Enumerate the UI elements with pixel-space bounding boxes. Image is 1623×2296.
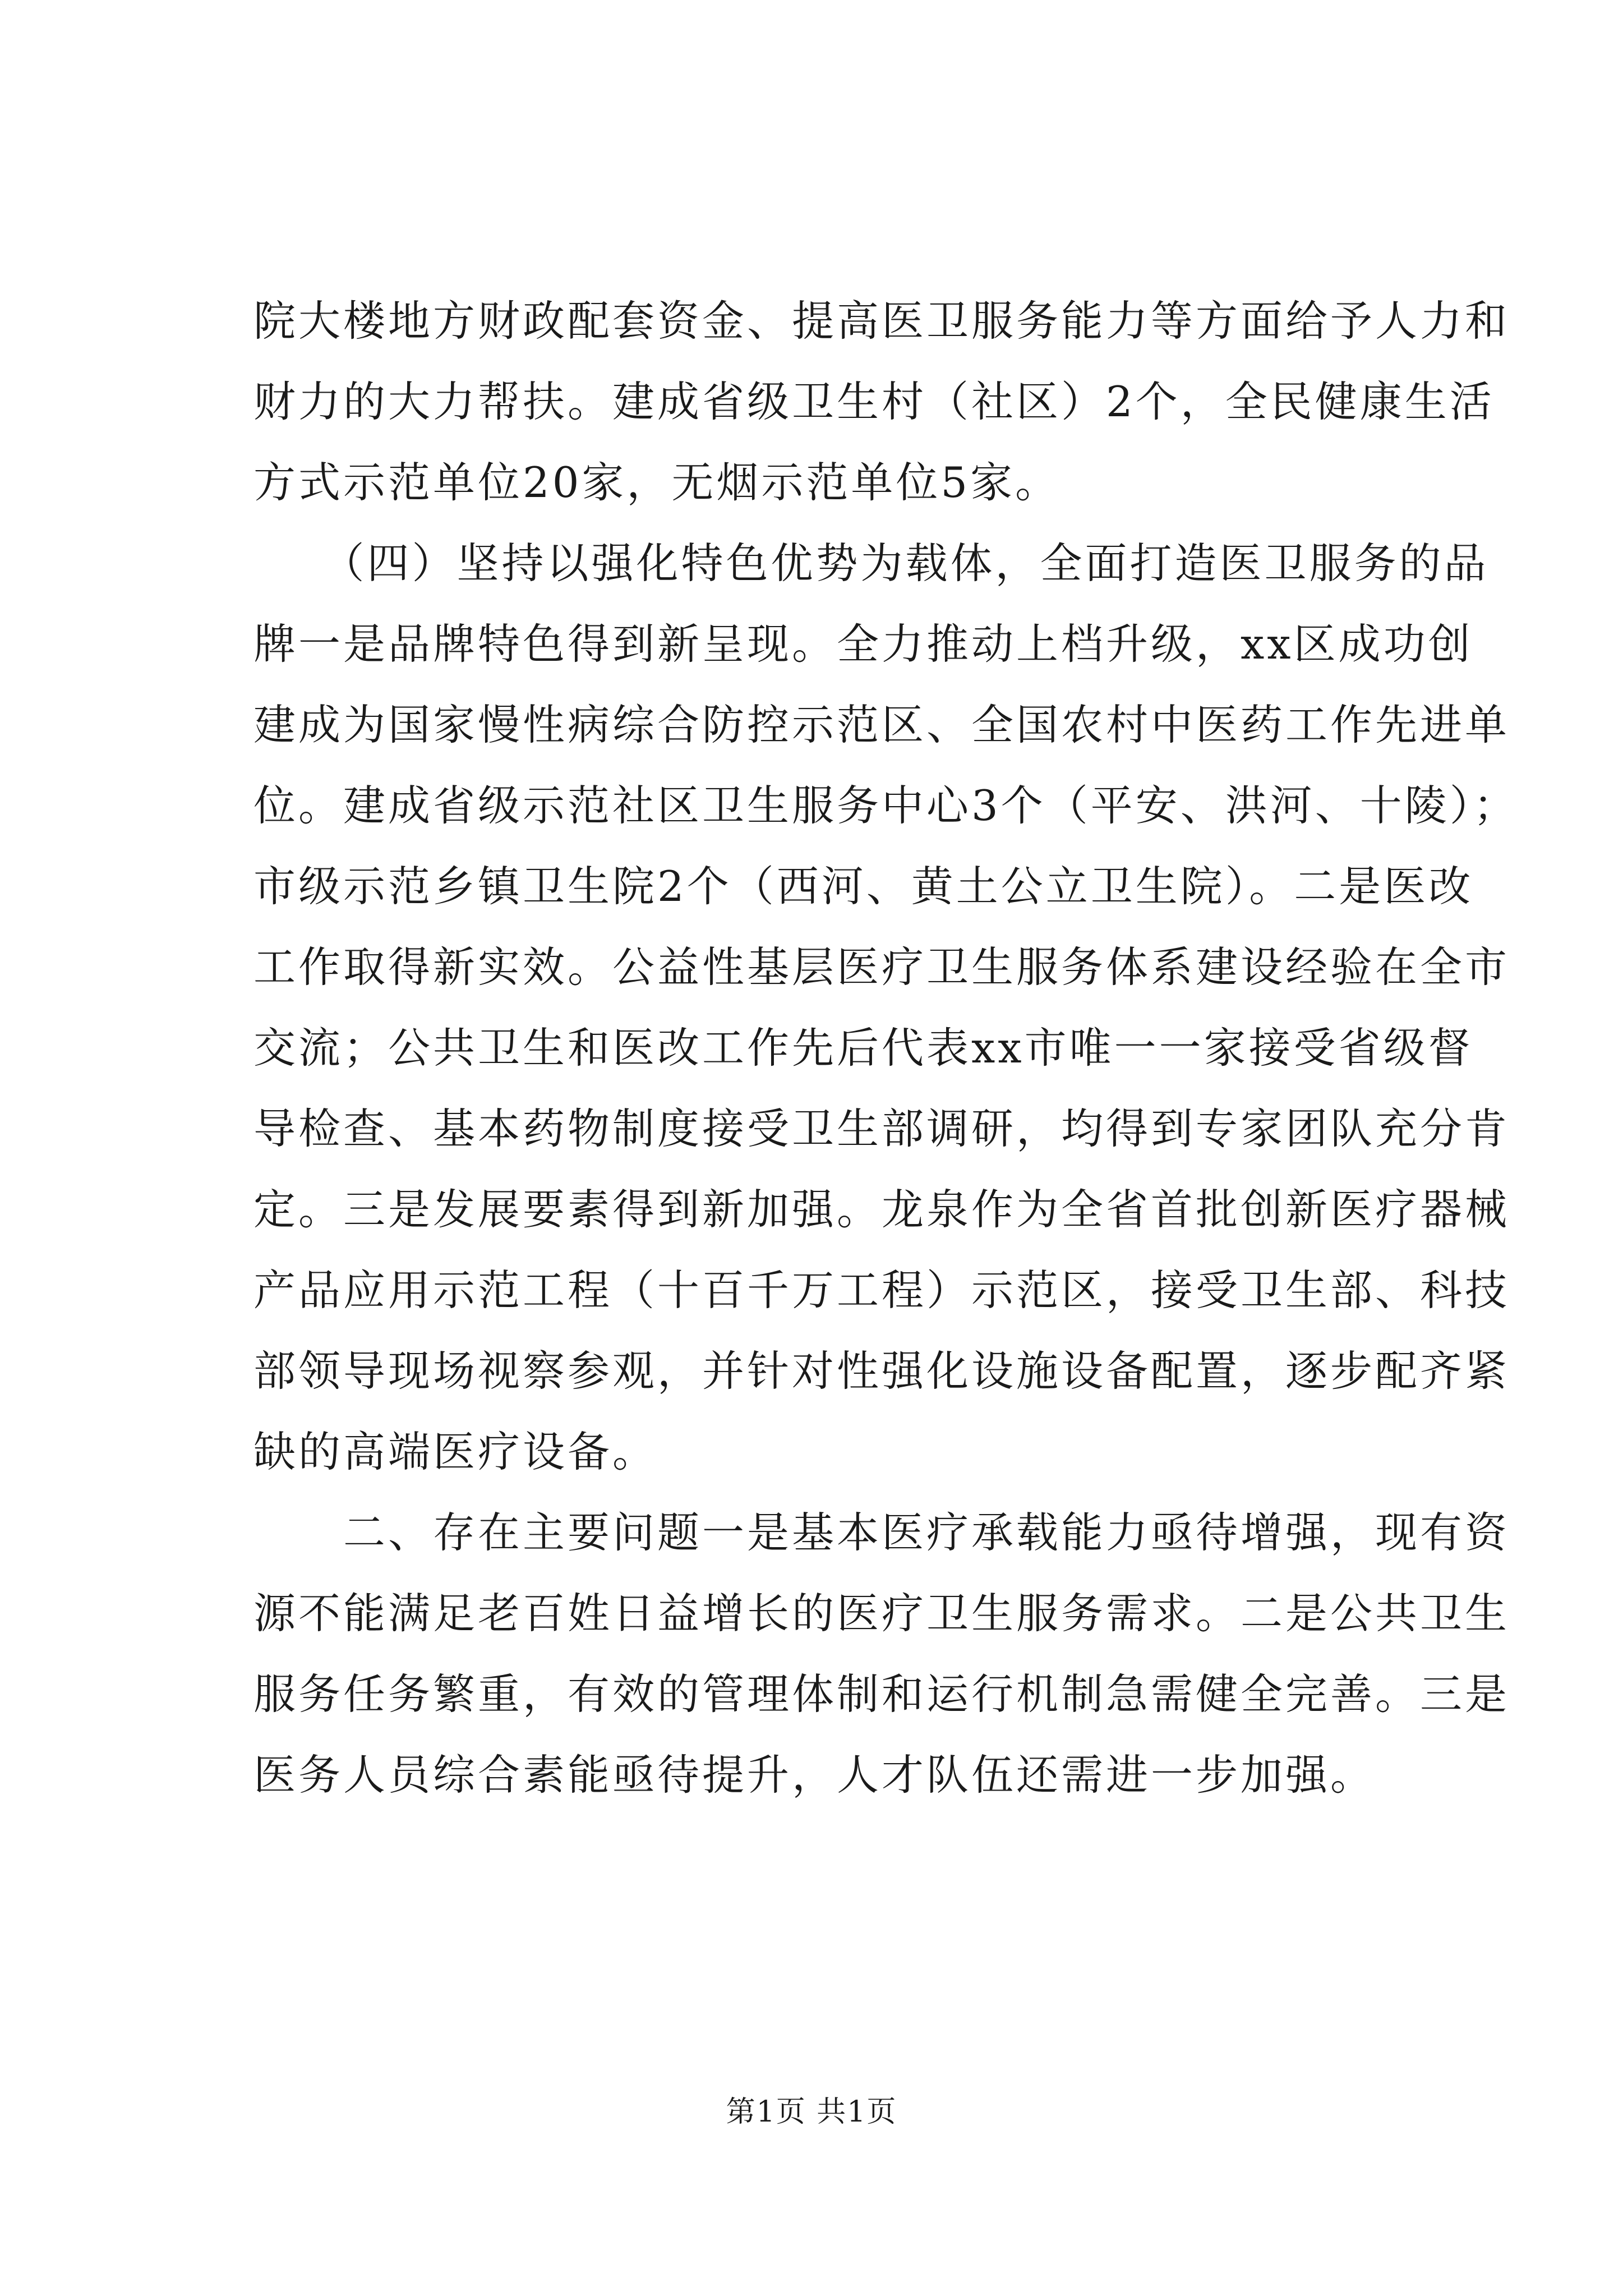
text-line: （四）坚持以强化特色优势为载体，全面打造医卫服务的品	[253, 539, 1489, 588]
text-line: 市级示范乡镇卫生院2个（西河、黄土公立卫生院）。二是医改	[253, 862, 1474, 911]
text-line: 建成为国家慢性病综合防控示范区、全国农村中医药工作先进单	[253, 700, 1510, 749]
document-body	[253, 280, 1519, 1815]
text-line: 二、存在主要问题一是基本医疗承载能力亟待增强，现有资	[253, 1508, 1510, 1557]
text-line: 部领导现场视察参观，并针对性强化设施设备配置，逐步配齐紧	[253, 1346, 1510, 1396]
text-line: 产品应用示范工程（十百千万工程）示范区，接受卫生部、科技	[253, 1266, 1510, 1315]
text-line: 院大楼地方财政配套资金、提高医卫服务能力等方面给予人力和	[253, 296, 1510, 346]
text-line: 医务人员综合素能亟待提升，人才队伍还需进一步加强。	[253, 1750, 1376, 1800]
text-line: 导检查、基本药物制度接受卫生部调研，均得到专家团队充分肯	[253, 1104, 1510, 1153]
text-line: 交流；公共卫生和医改工作先后代表xx市唯一一家接受省级督	[253, 1023, 1473, 1073]
text-line: 缺的高端医疗设备。	[253, 1427, 658, 1476]
text-line: 方式示范单位20家，无烟示范单位5家。	[253, 458, 1061, 507]
text-line: 源不能满足老百姓日益增长的医疗卫生服务需求。二是公共卫生	[253, 1589, 1510, 1638]
page-footer: 第1页 共1页	[726, 2095, 897, 2129]
text-line: 定。三是发展要素得到新加强。龙泉作为全省首批创新医疗器械	[253, 1185, 1510, 1234]
text-line: 财力的大力帮扶。建成省级卫生村（社区）2个，全民健康生活	[253, 377, 1495, 426]
text-line: 牌一是品牌特色得到新呈现。全力推动上档升级，xx区成功创	[253, 619, 1473, 669]
text-line: 位。建成省级示范社区卫生服务中心3个（平安、洪河、十陵）；	[253, 781, 1519, 830]
text-line: 工作取得新实效。公益性基层医疗卫生服务体系建设经验在全市	[253, 942, 1510, 992]
text-line: 服务任务繁重，有效的管理体制和运行机制急需健全完善。三是	[253, 1669, 1510, 1719]
